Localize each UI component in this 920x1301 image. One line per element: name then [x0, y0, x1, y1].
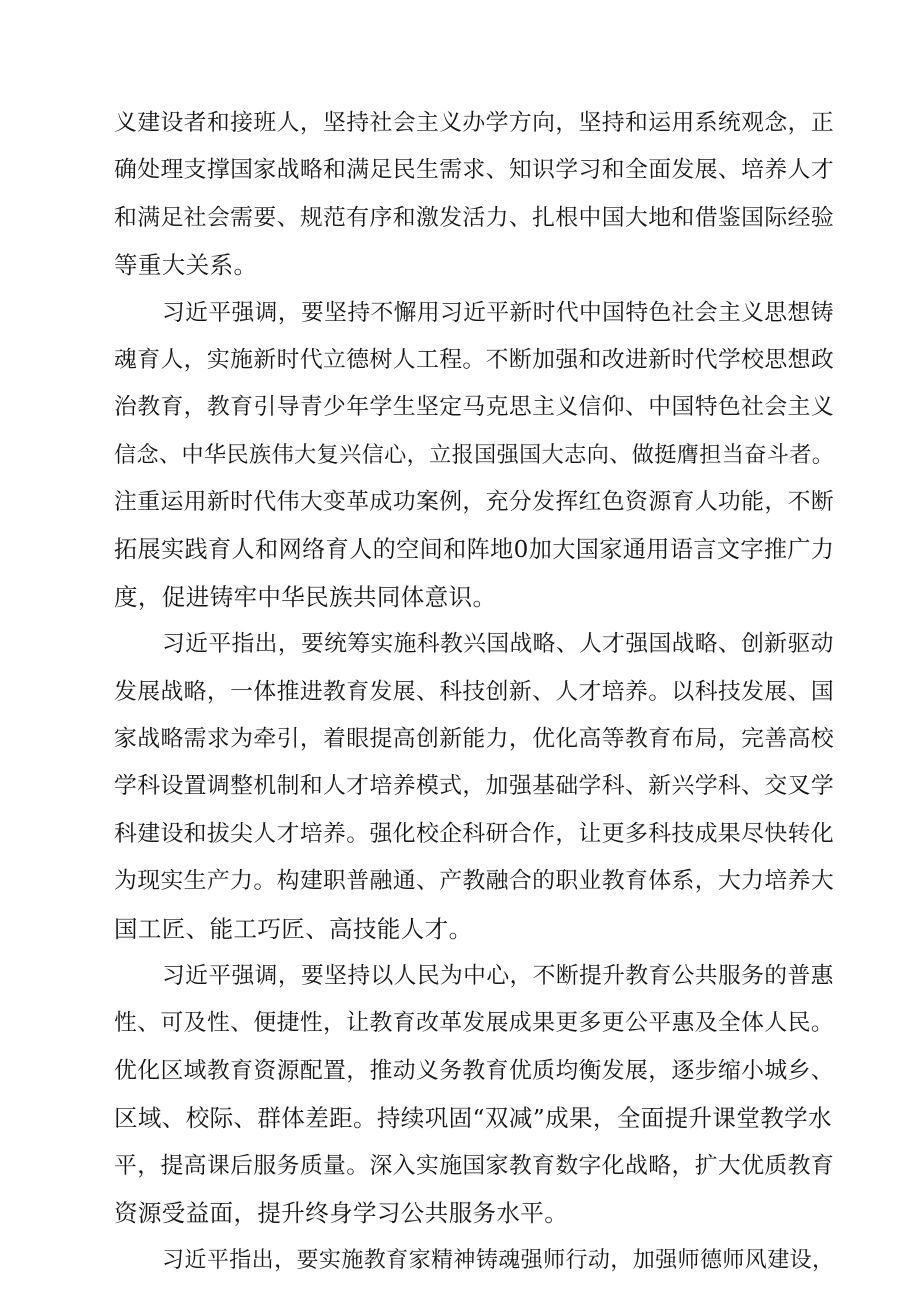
text-line: 为现实生产力。构建职普融通、产教融合的职业教育体系，大力培养大 — [114, 868, 835, 895]
text-line: 学科设置调整机制和人才培养模式，加强基础学科、新兴学科、交叉学 — [114, 773, 835, 800]
text-line: 家战略需求为牵引，着眼提高创新能力，优化高等教育布局，完善高校 — [114, 726, 835, 753]
paragraph-4 — [114, 953, 834, 1237]
paragraph-3 — [114, 621, 834, 953]
text-line: 平，提高课后服务质量。深入实施国家教育数字化战略，扩大优质教育 — [114, 1152, 835, 1179]
paragraph-5 — [114, 1237, 834, 1284]
text-line: 义建设者和接班人，坚持社会主义办学方向，坚持和运用系统观念，正 — [114, 110, 835, 136]
paragraph-2 — [114, 290, 834, 622]
text-line: 习近平指出，要实施教育家精神铸魂强师行动，加强师德师风建设， — [162, 1248, 835, 1274]
paragraph-1 — [114, 100, 834, 290]
text-line: 魂育人，实施新时代立德树人工程。不断加强和改进新时代学校思想政 — [114, 346, 835, 373]
text-line: 确处理支撑国家战略和满足民生需求、知识学习和全面发展、培养人才 — [114, 157, 835, 184]
text-line: 信念、中华民族伟大复兴信心，立报国强国大志向、做挺膺担当奋斗者。 — [114, 441, 835, 468]
text-line: 资源受益面，提升终身学习公共服务水平。 — [114, 1198, 569, 1227]
text-line: 习近平强调，要坚持以人民为中心，不断提升教育公共服务的普惠 — [162, 963, 834, 990]
text-line: 等重大关系。 — [114, 251, 258, 280]
text-line: 治教育，教育引导青少年学生坚定马克思主义信仰、中国特色社会主义 — [114, 394, 835, 421]
text-line: 优化区域教育资源配置，推动义务教育优质均衡发展，逐步缩小城乡、 — [114, 1057, 835, 1084]
text-line: 科建设和拔尖人才培养。强化校企科研合作，让更多科技成果尽快转化 — [114, 820, 835, 847]
text-line: 和满足社会需要、规范有序和激发活力、扎根中国大地和借鉴国际经验 — [114, 204, 835, 231]
text-line: 性、可及性、便捷性，让教育改革发展成果更多更公平惠及全体人民。 — [114, 1010, 835, 1037]
text-line: 习近平指出，要统筹实施科教兴国战略、人才强国战略、创新驱动 — [162, 631, 834, 658]
text-line: 习近平强调，要坚持不懈用习近平新时代中国特色社会主义思想铸 — [162, 299, 834, 326]
document-body — [114, 100, 834, 1285]
text-line: 国工匠、能工巧匠、高技能人才。 — [114, 914, 473, 943]
text-line: 区域、校际、群体差距。持续巩固“双减”成果，全面提升课堂教学水 — [114, 1104, 832, 1133]
text-line: 拓展实践育人和网络育人的空间和阵地0加大国家通用语言文字推广力 — [114, 536, 835, 563]
text-line: 发展战略，一体推进教育发展、科技创新、人才培养。以科技发展、国 — [114, 678, 835, 705]
text-line: 注重运用新时代伟大变革成功案例，充分发挥红色资源育人功能，不断 — [114, 489, 835, 516]
text-line: 度，促进铸牢中华民族共同体意识。 — [114, 582, 497, 611]
